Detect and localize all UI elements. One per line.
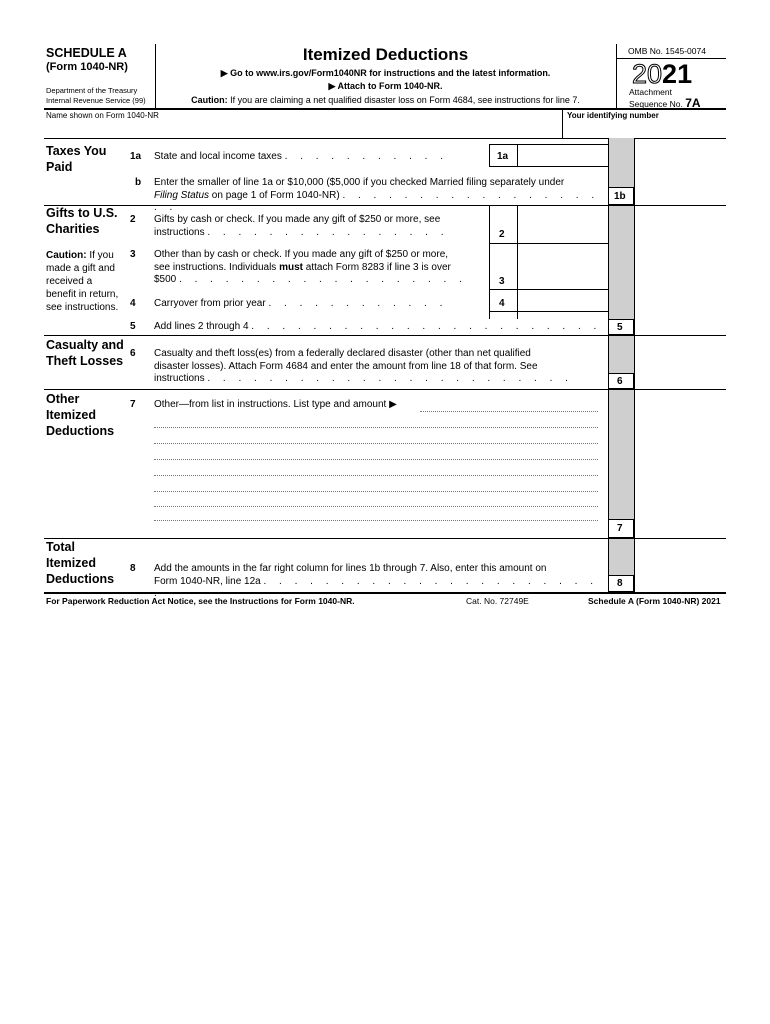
line-3-number: 3 xyxy=(130,249,136,260)
caution-note: Caution: If you are claiming a net qualified disaster loss on Form 4684, see instructions for line 7. xyxy=(191,95,580,105)
gifts-caution: Caution: If you made a gift and received a benefit in return, see instructions. xyxy=(46,250,119,313)
line-1b-amount[interactable] xyxy=(635,187,725,205)
line-5-amount[interactable] xyxy=(635,319,725,335)
line-1a-text: State and local income taxes . . . . . . . . . . . xyxy=(154,151,448,162)
irs-label: Internal Revenue Service (99) xyxy=(46,96,146,105)
shaded-column-5 xyxy=(608,538,634,576)
line-2-amount[interactable] xyxy=(518,205,607,243)
line-7-entry-3[interactable] xyxy=(154,443,598,444)
line-5-box-label: 5 xyxy=(617,322,623,333)
goto-instructions: ▶ Go to www.irs.gov/Form1040NR for instructions and the latest information. xyxy=(220,68,551,78)
line-7-amount[interactable] xyxy=(635,519,725,538)
line-7-box-label: 7 xyxy=(617,523,623,534)
line-7-entry-8[interactable] xyxy=(154,520,598,521)
line-4-number: 4 xyxy=(130,298,136,309)
line-8-text: Add the amounts in the far right column for lines 1b through 7. Also, enter this amount on Form 1040-NR, line 12a . . . . . . . . . . . . . . . . . . . . . . . xyxy=(154,563,598,599)
section-gifts: Gifts to U.S. Charities xyxy=(46,206,118,236)
line-1b-number: b xyxy=(135,177,142,188)
line-1a-amount[interactable] xyxy=(518,144,607,166)
section-other: Other Itemized Deductions xyxy=(46,392,115,438)
attachment-label: Attachment xyxy=(629,87,672,97)
line-2-text: Gifts by cash or check. If you made any gift of $250 or more, see instructions . . . . . . . . . . . . . . . . xyxy=(154,214,449,238)
line-1b-box-label: 1b xyxy=(614,191,626,202)
omb-number: OMB No. 1545-0074 xyxy=(628,46,706,56)
line-8-box-label: 8 xyxy=(617,578,623,589)
line-7-text: Other—from list in instructions. List type and amount ▶ xyxy=(154,399,397,410)
section-casualty: Casualty and Theft Losses xyxy=(46,338,124,368)
line-8-number: 8 xyxy=(130,563,136,574)
line-6-text: Casualty and theft loss(es) from a federally declared disaster (other than net qualified disaster losses). Attach Form 4684 and enter the amount from line 18 of that form. See instructions . . . . . . . . . . . . . . . . . . . . . . . . xyxy=(154,348,573,384)
line-5-number: 5 xyxy=(130,321,136,332)
shaded-column-3 xyxy=(608,335,634,373)
form-reference: (Form 1040-NR) xyxy=(46,61,128,73)
line-6-box-label: 6 xyxy=(617,376,623,387)
shaded-column-1 xyxy=(608,138,634,187)
line-6-amount[interactable] xyxy=(635,373,725,389)
shaded-column-4 xyxy=(608,389,634,519)
name-field[interactable] xyxy=(46,120,556,137)
paperwork-notice: For Paperwork Reduction Act Notice, see the Instructions for Form 1040-NR. xyxy=(46,596,355,606)
section-taxes: Taxes You Paid xyxy=(46,144,107,174)
line-5-text: Add lines 2 through 4 . . . . . . . . . . . . . . . . . . . . . . . xyxy=(154,321,602,332)
line-3-amount[interactable] xyxy=(518,244,607,289)
line-4-amount[interactable] xyxy=(518,290,607,311)
footer-schedule: Schedule A (Form 1040-NR) 2021 xyxy=(588,596,721,606)
attach-instructions: ▶ Attach to Form 1040-NR. xyxy=(328,81,443,91)
line-7-entry-4[interactable] xyxy=(154,459,598,460)
line-3-box-label: 3 xyxy=(499,276,505,287)
line-3-text: Other than by cash or check. If you made any gift of $250 or more, see instructions. Individuals must attach Form 8283 if line 3 is over $500 . . . . . . . . . . . . . . . . . . . xyxy=(154,249,467,285)
line-7-entry-1[interactable] xyxy=(420,411,598,412)
line-7-entry-7[interactable] xyxy=(154,506,598,507)
line-8-amount[interactable] xyxy=(635,575,725,592)
schedule-label: SCHEDULE A xyxy=(46,46,127,60)
sequence-label: Sequence No. 7A xyxy=(629,96,701,110)
department-label: Department of the Treasury xyxy=(46,86,138,95)
line-6-number: 6 xyxy=(130,348,136,359)
line-1a-box-label: 1a xyxy=(497,151,509,162)
line-4-box-label: 4 xyxy=(499,298,505,309)
line-1b-text: Enter the smaller of line 1a or $10,000 ($5,000 if you checked Married filing separately under Filing Status on page 1 of Form 1040-NR) . . . . . . . . . . . . . . . . . . . xyxy=(154,177,600,213)
line-4-text: Carryover from prior year . . . . . . . . . . . . xyxy=(154,298,448,309)
line-2-number: 2 xyxy=(130,214,136,225)
section-total: Total Itemized Deductions xyxy=(46,540,115,586)
line-7-entry-5[interactable] xyxy=(154,475,598,476)
name-label: Name shown on Form 1040-NR xyxy=(46,111,159,120)
tax-year: 2021 xyxy=(632,59,693,89)
line-1a-number: 1a xyxy=(130,151,142,162)
shaded-column-2 xyxy=(608,205,634,319)
line-7-entry-6[interactable] xyxy=(154,491,598,492)
id-label: Your identifying number xyxy=(567,111,659,120)
id-number-field[interactable] xyxy=(566,120,724,137)
line-7-entry-2[interactable] xyxy=(154,427,598,428)
catalog-number: Cat. No. 72749E xyxy=(466,596,529,606)
line-2-box-label: 2 xyxy=(499,229,505,240)
line-7-number: 7 xyxy=(130,399,136,410)
form-title: Itemized Deductions xyxy=(302,45,469,64)
